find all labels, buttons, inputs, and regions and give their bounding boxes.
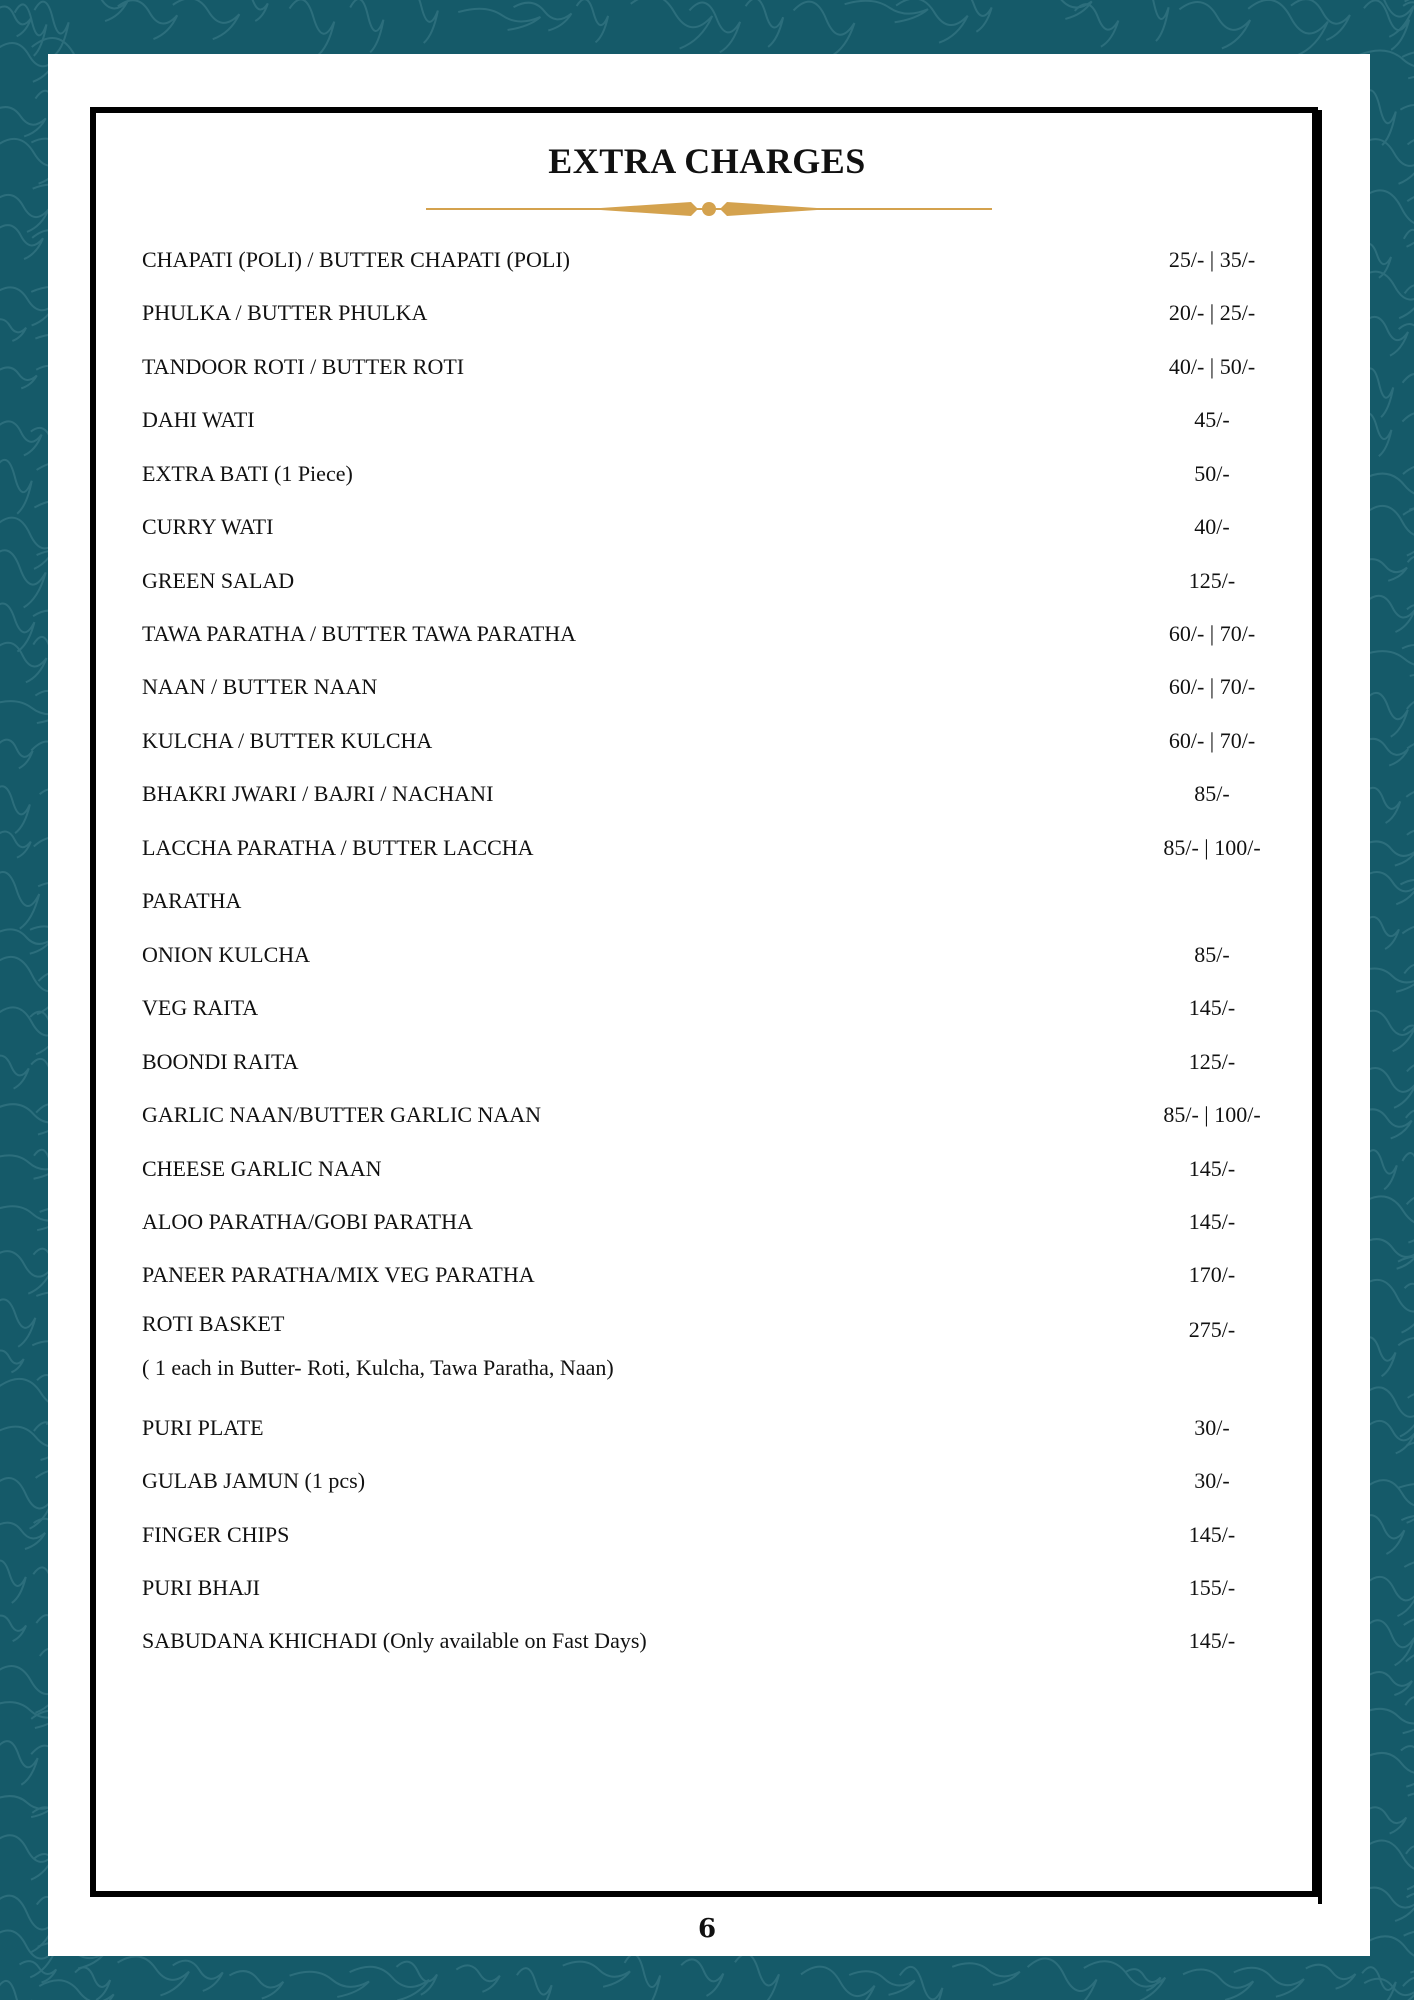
- pattern-squiggle: [456, 1965, 499, 1991]
- pattern-squiggle: [1402, 52, 1414, 83]
- menu-item-row: [142, 1621, 1282, 1661]
- pattern-squiggle: [1179, 2, 1250, 48]
- menu-item-name: PHULKA / BUTTER PHULKA: [142, 300, 428, 325]
- menu-item-row: [142, 293, 1282, 333]
- pattern-squiggle: [517, 1968, 552, 2000]
- pattern-squiggle: [1368, 1672, 1412, 1695]
- menu-item-name: SABUDANA KHICHADI (Only available on Fast Days): [142, 1628, 647, 1653]
- roti-basket-note: ( 1 each in Butter- Roti, Kulcha, Tawa Paratha, Naan): [142, 1355, 614, 1380]
- pattern-squiggle: [290, 1972, 369, 1997]
- pattern-squiggle: [118, 0, 177, 39]
- pattern-squiggle: [0, 1299, 35, 1346]
- menu-item-price: 50/-: [1194, 461, 1230, 486]
- menu-item-name: TAWA PARATHA / BUTTER TAWA PARATHA: [142, 621, 577, 646]
- menu-item-name: BHAKRI JWARI / BAJRI / NACHANI: [142, 781, 494, 806]
- menu-item-price: 125/-: [1188, 1049, 1236, 1074]
- pattern-squiggle: [0, 421, 42, 455]
- pattern-squiggle: [1408, 557, 1414, 592]
- menu-item-row: [142, 935, 1282, 975]
- pattern-squiggle: [1404, 230, 1414, 287]
- menu-item-name: KULCHA / BUTTER KULCHA: [142, 728, 433, 753]
- pattern-squiggle: [0, 832, 31, 858]
- menu-item-price: 60/- | 70/-: [1168, 621, 1256, 646]
- menu-item-name: GARLIC NAAN/BUTTER GARLIC NAAN: [142, 1102, 542, 1127]
- menu-item-row: [142, 561, 1282, 601]
- pattern-squiggle: [0, 1616, 26, 1642]
- pattern-squiggle: [1365, 1807, 1407, 1833]
- pattern-squiggle: [1248, 0, 1328, 56]
- menu-item-price: 85/- | 100/-: [1163, 1102, 1261, 1127]
- pattern-squiggle: [1365, 693, 1407, 737]
- pattern-squiggle: [350, 0, 383, 52]
- pattern-squiggle: [1363, 1709, 1414, 1733]
- pattern-squiggle: [735, 1954, 779, 2000]
- menu-item-name: VEG RAITA: [142, 995, 259, 1020]
- menu-item-name: BOONDI RAITA: [142, 1049, 299, 1074]
- pattern-squiggle: [0, 1251, 53, 1294]
- menu-item-row: [142, 721, 1282, 761]
- menu-item-price: 145/-: [1188, 1209, 1236, 1234]
- pattern-squiggle: [1306, 1965, 1356, 1989]
- menu-item-row: [142, 1095, 1282, 1135]
- menu-item-row: [142, 774, 1282, 814]
- pattern-squiggle: [0, 1741, 38, 1785]
- pattern-squiggle: [1366, 1577, 1414, 1616]
- pattern-squiggle: [0, 1560, 26, 1603]
- pattern-squiggle: [0, 367, 37, 388]
- pattern-squiggle: [1183, 1969, 1253, 1999]
- menu-item-name: PANEER PARATHA/MIX VEG PARATHA: [142, 1262, 535, 1287]
- menu-item-row: [142, 1042, 1282, 1082]
- menu-item-row: [142, 347, 1282, 387]
- pattern-squiggle: [236, 0, 267, 21]
- menu-item-name: GREEN SALAD: [142, 568, 295, 593]
- pattern-squiggle: [15, 4, 47, 55]
- pattern-squiggle: [0, 195, 49, 232]
- pattern-squiggle: [1408, 1792, 1414, 1815]
- menu-item-row: [142, 1408, 1282, 1448]
- pattern-squiggle: [396, 1962, 437, 1995]
- pattern-squiggle: [0, 225, 43, 259]
- menu-item-row: [142, 240, 1282, 280]
- menu-item-name: EXTRA BATI (1 Piece): [142, 461, 353, 486]
- menu-item-price: 30/-: [1194, 1468, 1230, 1493]
- pattern-squiggle: [1407, 741, 1414, 788]
- pattern-squiggle: [229, 1971, 283, 1998]
- pattern-squiggle: [1028, 1959, 1097, 2000]
- menu-item-price: 20/- | 25/-: [1168, 300, 1256, 325]
- pattern-squiggle: [0, 1981, 32, 2000]
- menu-item-name: ONION KULCHA: [142, 942, 311, 967]
- menu-item-name: TANDOOR ROTI / BUTTER ROTI: [142, 354, 465, 379]
- menu-item-price: 145/-: [1188, 1628, 1236, 1653]
- menu-item-name: PURI PLATE: [142, 1415, 264, 1440]
- menu-item-name: CURRY WATI: [142, 514, 274, 539]
- menu-item-row: [142, 667, 1282, 707]
- menu-item-row: [142, 1461, 1282, 1501]
- pattern-squiggle: [1026, 0, 1092, 19]
- menu-item-name: GULAB JAMUN (1 pcs): [142, 1468, 366, 1493]
- menu-item-row: [142, 400, 1282, 440]
- pattern-squiggle: [1364, 1753, 1414, 1787]
- pattern-squiggle: [0, 1523, 45, 1549]
- menu-item-name: FINGER CHIPS: [142, 1522, 290, 1547]
- pattern-squiggle: [625, 1954, 661, 2000]
- pattern-squiggle: [0, 604, 34, 652]
- menu-item-name: DAHI WATI: [142, 407, 255, 432]
- pattern-squiggle: [290, 0, 335, 57]
- pattern-squiggle: [1406, 1441, 1414, 1470]
- pattern-squiggle: [0, 740, 33, 769]
- pattern-squiggle: [1400, 105, 1414, 135]
- menu-item-name: CHEESE GARLIC NAAN: [142, 1156, 382, 1181]
- menu-item-row: [142, 988, 1282, 1028]
- menu-item-price: 85/- | 100/-: [1163, 835, 1261, 860]
- menu-item-row: [142, 1202, 1282, 1242]
- pattern-squiggle: [1137, 0, 1169, 41]
- menu-item-row: [142, 614, 1282, 654]
- pattern-squiggle: [563, 1962, 630, 1987]
- pattern-squiggle: [19, 1961, 56, 1982]
- pattern-squiggle: [1398, 1338, 1414, 1384]
- menu-item-name: PARATHA: [142, 888, 242, 913]
- menu-item-price: 145/-: [1188, 995, 1236, 1020]
- pattern-squiggle: [953, 0, 991, 32]
- pattern-squiggle: [0, 107, 46, 136]
- menu-item-row: [142, 828, 1282, 868]
- pattern-squiggle: [72, 0, 127, 21]
- pattern-squiggle: [458, 9, 540, 30]
- pattern-squiggle: [0, 786, 30, 833]
- pattern-squiggle: [681, 1959, 723, 1996]
- pattern-squiggle: [1404, 965, 1414, 1021]
- pattern-squiggle: [1234, 1968, 1304, 1997]
- pattern-squiggle: [1404, 1560, 1414, 1600]
- pattern-squiggle: [75, 1967, 110, 2000]
- menu-item-price: 45/-: [1194, 407, 1230, 432]
- pattern-squiggle: [0, 643, 47, 683]
- menu-item-name: PURI BHAJI: [142, 1575, 260, 1600]
- pattern-squiggle: [1125, 1969, 1161, 1991]
- menu-item-row: [142, 507, 1282, 547]
- menu-item-name: LACCHA PARATHA / BUTTER LACCHA: [142, 835, 534, 860]
- menu-item-price: 40/- | 50/-: [1168, 354, 1256, 379]
- pattern-squiggle: [1365, 1620, 1414, 1665]
- menu-item-row: [142, 1515, 1282, 1555]
- menu-item-price: 60/- | 70/-: [1168, 728, 1256, 753]
- menu-item-price: 30/-: [1194, 1415, 1230, 1440]
- pattern-squiggle: [849, 1971, 915, 1995]
- pattern-squiggle: [1363, 651, 1414, 676]
- pattern-squiggle: [1363, 1840, 1414, 1889]
- pattern-squiggle: [1363, 872, 1414, 904]
- menu-item-row: [142, 1255, 1282, 1295]
- pattern-squiggle: [0, 460, 32, 514]
- pattern-squiggle: [1363, 474, 1414, 510]
- pattern-squiggle: [1405, 1284, 1414, 1312]
- menu-item-price: 40/-: [1194, 514, 1230, 539]
- pattern-squiggle: [952, 1963, 1020, 1985]
- pattern-squiggle: [1402, 1153, 1414, 1203]
- pattern-squiggle: [631, 0, 713, 49]
- pattern-squiggle: [1075, 4, 1119, 47]
- menu-item-price: 60/- | 70/-: [1168, 674, 1256, 699]
- pattern-squiggle: [1406, 790, 1414, 830]
- pattern-squiggle: [0, 1351, 24, 1373]
- pattern-squiggle: [39, 1980, 113, 2000]
- pattern-squiggle: [173, 0, 240, 39]
- pattern-squiggle: [1406, 1110, 1414, 1158]
- menu-item-row: [142, 1568, 1282, 1608]
- menu-item-price: 145/-: [1188, 1522, 1236, 1547]
- pattern-squiggle: [1366, 596, 1414, 632]
- page-title: EXTRA CHARGES: [548, 141, 866, 181]
- pattern-squiggle: [896, 0, 968, 43]
- menu-item-price: 25/- | 35/-: [1168, 247, 1256, 272]
- ornamental-divider-icon: [426, 196, 992, 222]
- menu-item-row: [142, 1304, 1282, 1344]
- menu-item-name: CHAPATI (POLI) / BUTTER CHAPATI (POLI): [142, 247, 571, 272]
- pattern-squiggle: [794, 2, 855, 57]
- menu-item-name: NAAN / BUTTER NAAN: [142, 674, 378, 699]
- menu-item-price: 85/-: [1194, 942, 1230, 967]
- pattern-squiggle: [746, 0, 784, 47]
- menu-item-name: ROTI BASKET: [142, 1311, 285, 1336]
- pattern-squiggle: [0, 550, 46, 607]
- pattern-squiggle: [1362, 841, 1414, 865]
- menu-item-price: 145/-: [1188, 1156, 1236, 1181]
- pattern-squiggle: [0, 1478, 54, 1529]
- pattern-squiggle: [0, 1056, 29, 1089]
- menu-item-row: [142, 881, 1282, 921]
- menu-item-price: 155/-: [1188, 1575, 1236, 1600]
- pattern-squiggle: [1402, 413, 1414, 467]
- menu-item-row: [142, 454, 1282, 494]
- page-number: 6: [697, 1914, 717, 1944]
- pattern-squiggle: [577, 0, 609, 42]
- menu-item-price: 275/-: [1188, 1317, 1236, 1342]
- pattern-squiggle: [1363, 1387, 1414, 1436]
- menu-item-price: 125/-: [1188, 568, 1236, 593]
- pattern-squiggle: [173, 1961, 223, 1991]
- pattern-squiggle: [1367, 1421, 1414, 1453]
- menu-item-price: 170/-: [1188, 1262, 1236, 1287]
- pattern-squiggle: [0, 929, 52, 953]
- pattern-squiggle: [402, 0, 437, 43]
- pattern-squiggle: [0, 319, 26, 341]
- menu-item-row: [142, 1149, 1282, 1189]
- menu-item-price: 85/-: [1194, 781, 1230, 806]
- menu-item-name: ALOO PARATHA/GOBI PARATHA: [142, 1209, 473, 1234]
- pattern-squiggle: [845, 1, 928, 23]
- pattern-squiggle: [0, 872, 39, 929]
